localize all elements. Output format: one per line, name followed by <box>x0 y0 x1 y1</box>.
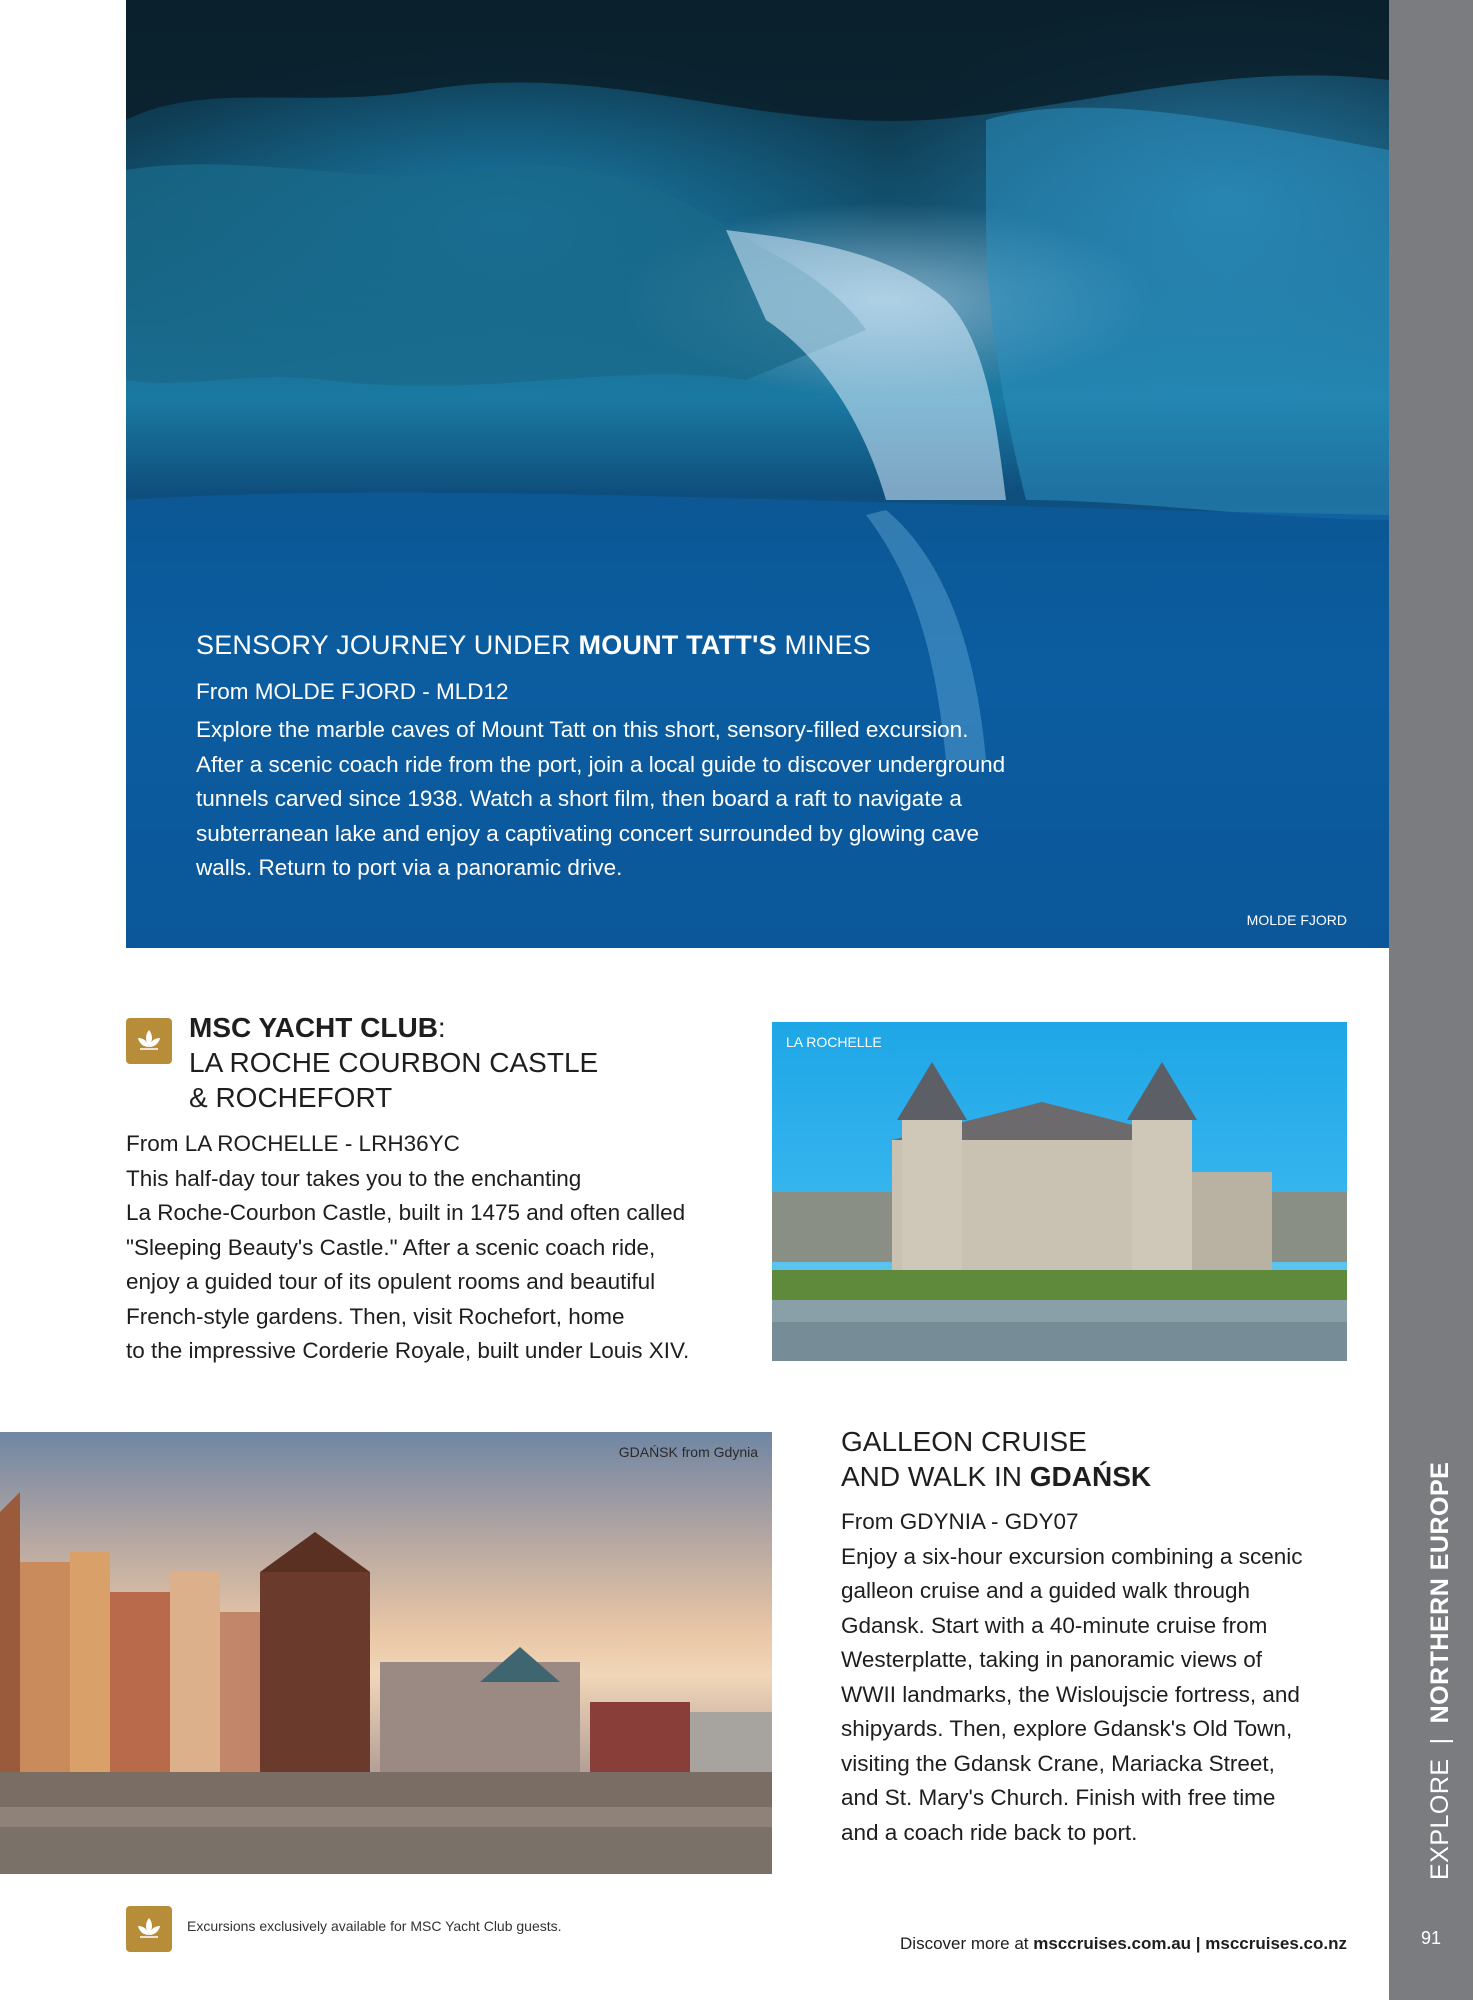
galleon-description: From GDYNIA - GDY07 Enjoy a six-hour excursion combining a scenic galleon cruise and a guided walk through Gdansk. Start with a 40-minute cruise from Westerplatte, taking in panoramic views of WWII landmarks, the Wisloujscie fortress, and shipyards. Then, explore Gdansk's Old Town, visiting the Gdansk Crane, Mariacka Street, and St. Mary's Church. Finish with free time and a coach ride back to port. <box>841 1505 1341 1850</box>
page-number: 91 <box>1420 1928 1442 1948</box>
yacht-club-description: From LA ROCHELLE - LRH36YC This half-day tour takes you to the enchanting La Roche-Courbon Castle, built in 1475 and often called "Sleeping Beauty's Castle." After a scenic coach ride, enjoy a guided tour of its opulent rooms and beautiful French-style gardens. Then, visit Rochefort, home to the impressive Corderie Royale, built under Louis XIV. <box>126 1127 716 1369</box>
section-label <box>1426 1462 1455 1880</box>
gdansk-illustration <box>0 1432 772 1874</box>
hero-excursion <box>196 630 1076 886</box>
link-msccruises-au[interactable]: msccruises.com.au <box>1033 1934 1192 1953</box>
gdansk-photo <box>0 1432 772 1874</box>
section-label-separator: | <box>1426 1737 1454 1745</box>
galleon-title: GALLEON CRUISE AND WALK IN GDAŃSK <box>841 1426 1152 1492</box>
castle-photo-caption: LA ROCHELLE <box>786 1034 882 1050</box>
link-msccruises-nz[interactable]: msccruises.co.nz <box>1205 1934 1347 1953</box>
hero-photo-caption: MOLDE FJORD <box>1246 912 1347 928</box>
galleon-from-code: From GDYNIA - GDY07 <box>841 1509 1079 1534</box>
footer-lotus-icon <box>126 1906 172 1952</box>
section-label-explore: EXPLORE <box>1426 1758 1454 1880</box>
lotus-icon <box>126 1018 172 1064</box>
cave-photo <box>126 0 1389 948</box>
hero-title: SENSORY JOURNEY UNDER MOUNT TATT'S MINES <box>196 630 872 660</box>
yacht-club-from-code: From LA ROCHELLE - LRH36YC <box>126 1131 460 1156</box>
castle-illustration <box>772 1022 1347 1361</box>
hero-from-code: From MOLDE FJORD - MLD12 <box>196 679 509 704</box>
hero-description: Explore the marble caves of Mount Tatt on this short, sensory-filled excursion. After a scenic coach ride from the port, join a local guide to discover underground tunnels carved since 1938. Watch a short film, then board a raft to navigate a subterranean lake and enjoy a captivating concert surrounded by glowing cave walls. Return to port via a panoramic drive. <box>196 717 1006 880</box>
yacht-club-footnote: Excursions exclusively available for MSC Yacht Club guests. <box>187 1918 562 1934</box>
discover-more: Discover more at msccruises.com.au | msccruises.co.nz <box>900 1934 1347 1953</box>
section-label-region: NORTHERN EUROPE <box>1426 1461 1454 1724</box>
castle-photo <box>772 1022 1347 1361</box>
yacht-club-title: MSC YACHT CLUB: LA ROCHE COURBON CASTLE & ROCHEFORT <box>189 1012 599 1113</box>
gdansk-photo-caption: GDAŃSK from Gdynia <box>618 1444 758 1460</box>
